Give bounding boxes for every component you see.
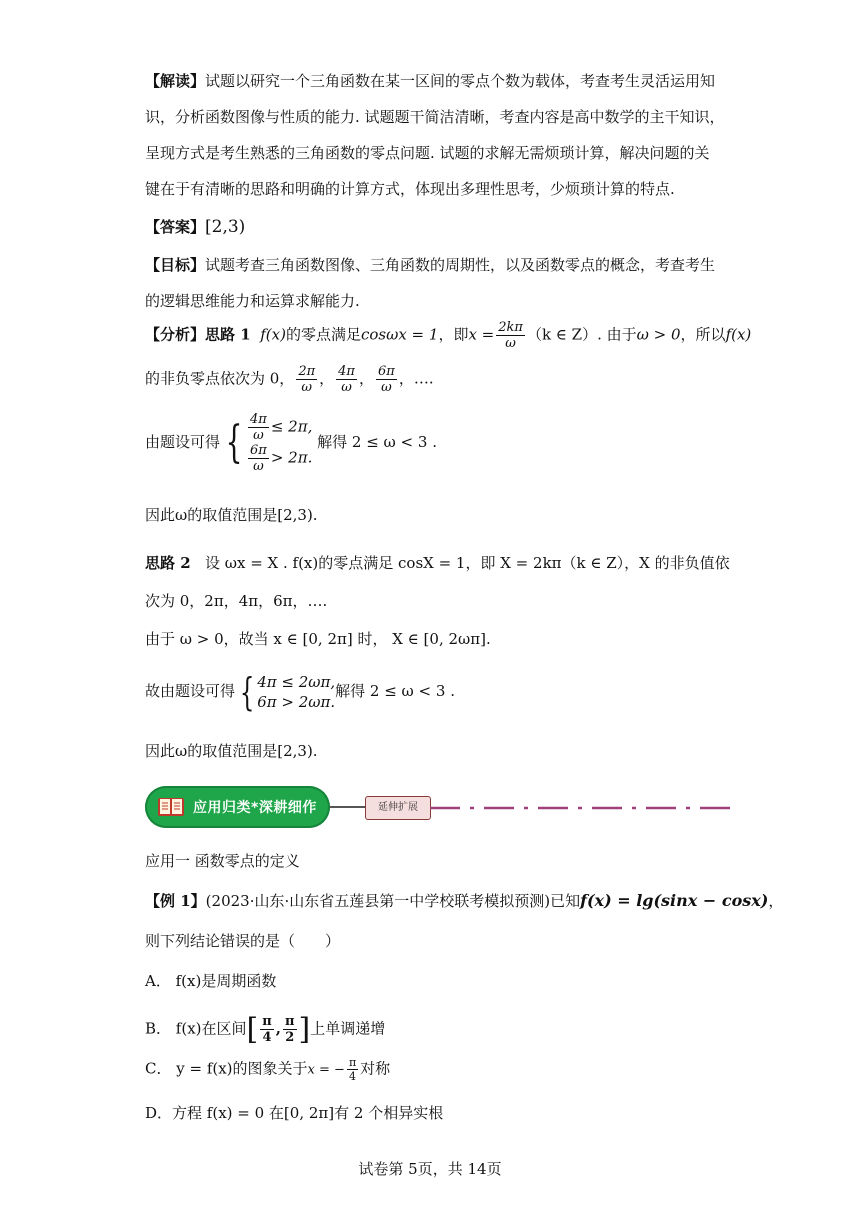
brace-icon: { [239, 670, 255, 714]
example-label: 【例 1】 [145, 892, 206, 910]
fraction: $\frac{2\pi}{\omega}$ [298, 364, 316, 395]
answer-label: 【答案】 [145, 218, 206, 236]
jiedu-line-3: 呈现方式是考生熟悉的三角函数的零点问题. 试题的求解无需烦琐计算，解决问题的关 [145, 144, 710, 162]
fenxi-conclusion: 因此ω的取值范围是[2,3). [145, 506, 318, 524]
fraction: $\frac{4\pi}{\omega}$ [250, 412, 267, 443]
fraction: $\frac{4\pi}{\omega}$ [338, 364, 355, 395]
option-a: A． f(x)是周期函数 [145, 972, 277, 990]
answer-value: [2,3) [205, 217, 246, 237]
jiedu-line-1: 【解读】试题以研究一个三角函数在某一区间的零点个数为载体，考查考生灵活运用知 [145, 72, 716, 90]
section-banner [145, 786, 330, 828]
fraction: $\frac{6\pi}{\omega}$ [250, 443, 267, 474]
answer-line [145, 216, 245, 237]
mubiao-line-1: 【目标】试题考查三角函数图像、三角函数的周期性，以及函数零点的概念，考查考生 [145, 256, 716, 274]
banner-connector [330, 806, 365, 808]
banner-label: 应用归类*深耕细作 [193, 800, 317, 816]
fraction: $\frac{\pi}{4}$ [262, 1014, 272, 1045]
option-c: C． y = f(x)的图象关于x = − $\frac{\pi}{4}$ 对称 [145, 1056, 391, 1083]
silu2-system: 故由题设可得 { 4π ≤ 2ωπ, 6π > 2ωπ. 解得 2 ≤ ω < 3 . [145, 670, 455, 714]
banner-tag: 延伸扩展 [365, 796, 431, 820]
silu2-line-3: 由于 ω > 0，故当 x ∈ [0, 2π] 时， X ∈ [0, 2ωπ]. [145, 630, 491, 648]
option-d: D．方程 f(x) = 0 在[0, 2π]有 2 个相异实根 [145, 1104, 444, 1122]
page-footer: 试卷第 5页，共 14页 [358, 1160, 502, 1178]
mubiao-line-2: 的逻辑思维能力和运算求解能力. [145, 292, 360, 310]
fraction: $\frac{\pi}{2}$ [284, 1014, 295, 1045]
silu2-conclusion: 因此ω的取值范围是[2,3). [145, 742, 318, 760]
brace-icon: { [225, 417, 243, 468]
book-icon [157, 795, 185, 819]
jiedu-label: 【解读】 [145, 72, 206, 90]
fraction: $\frac{\pi}{4}$ [348, 1056, 357, 1083]
silu2-line-1: 思路 2 设 ωx = X . f(x)的零点满足 cosX = 1，即 X = 2kπ（k ∈ Z），X 的非负值依 [145, 554, 730, 572]
silu2-line-2: 次为 0，2π，4π，6π，…. [145, 592, 328, 610]
fraction: $\frac{6\pi}{\omega}$ [378, 364, 395, 395]
fraction: $\frac{2k\pi}{\omega}$ [498, 320, 523, 351]
jiedu-line-2: 识，分析函数图像与性质的能力. 试题题干简洁清晰，考查内容是高中数学的主干知识， [145, 108, 725, 126]
application-title: 应用一 函数零点的定义 [145, 852, 300, 870]
mubiao-label: 【目标】 [145, 256, 206, 274]
example-line-1: 【例 1】(2023·山东·山东省五莲县第一中学校联考模拟预测)已知f(x) = lg(sinx − cosx)， [145, 891, 784, 910]
example-question: 则下列结论错误的是（ ） [145, 932, 341, 950]
jiedu-line-4: 键在于有清晰的思路和明确的计算方式，体现出多理性思考，少烦琐计算的特点. [145, 180, 675, 198]
example-function: f(x) = lg(sinx − cosx) [580, 891, 769, 910]
fenxi-line-2: 的非负零点依次为 0， $\frac{2\pi}{\omega}$ ， $\frac{4\pi}{\omega}$ ， $\frac{6\pi}{\omega}$ ，…. [145, 364, 434, 395]
fenxi-label: 【分析】 [145, 325, 206, 344]
decorative-dash-line [430, 806, 740, 810]
fenxi-system: 由题设可得 { $\frac{4\pi}{\omega}$ ≤ 2π, $\frac{6\pi}{\omega}$ > 2π. 解得 2 ≤ ω < 3 . [145, 412, 437, 474]
silu1-label: 思路 1 [205, 325, 251, 344]
silu2-label: 思路 2 [145, 554, 191, 572]
fenxi-line-1: 【分析】思路 1 f(x)的零点满足cosωx = 1，即x = $\frac{2k\pi}{\omega}$ （k ∈ Z）. 由于ω > 0，所以f(x) [145, 320, 752, 351]
option-b: B． f(x)在区间[ $\frac{\pi}{4}$ , $\frac{\pi}{2}$ ]上单调递增 [145, 1012, 386, 1047]
